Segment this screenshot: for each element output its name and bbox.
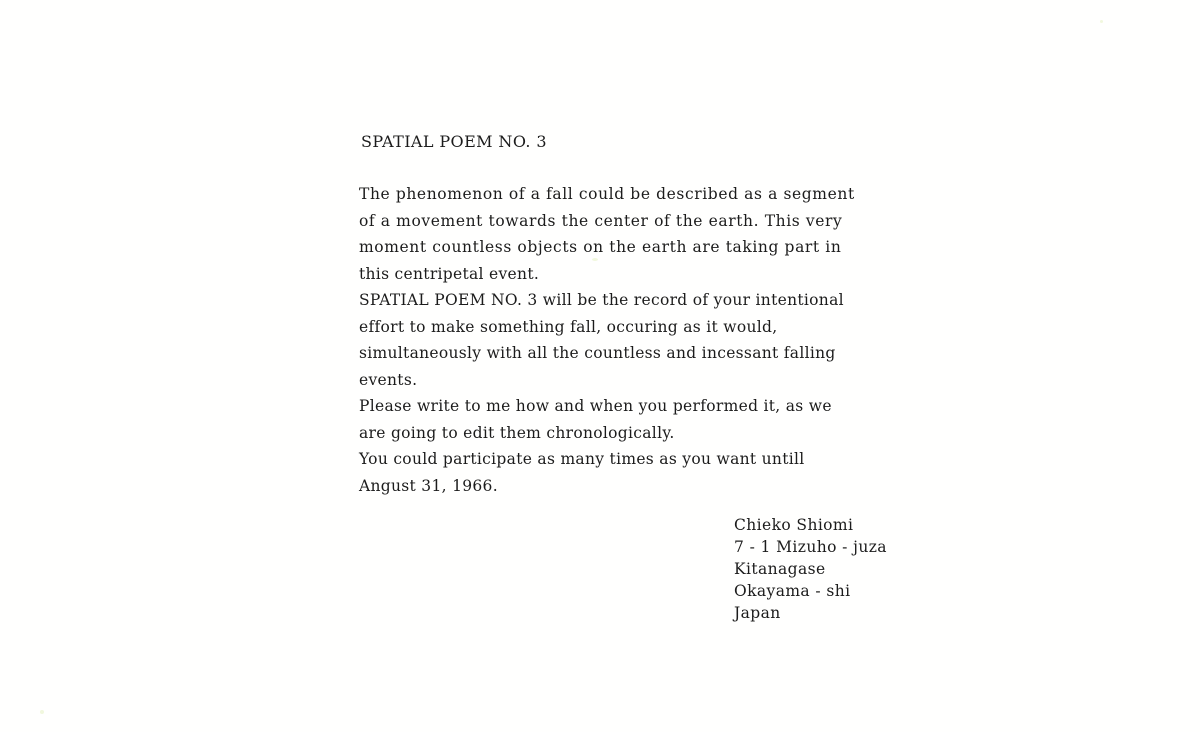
address-city: Okayama - shi: [734, 582, 851, 600]
author-name: Chieko Shiomi: [734, 516, 854, 534]
body-line: simultaneously with all the countless and incessant falling: [359, 344, 836, 362]
poem-body: [359, 181, 919, 499]
poem-title: SPATIAL POEM NO. 3: [361, 132, 547, 151]
body-line: events.: [359, 370, 418, 389]
signature-block: [734, 514, 887, 624]
body-line: of a movement towards the center of the earth. This very: [359, 211, 843, 230]
body-line: Please write to me how and when you performed it, as we: [359, 397, 832, 415]
body-line: this centripetal event.: [359, 264, 540, 283]
body-line: You could participate as many times as you want untill: [359, 450, 805, 468]
body-line: The phenomenon of a fall could be described as a segment: [359, 185, 855, 203]
body-line: are going to edit them chronologically.: [359, 423, 675, 442]
address-line: 7 - 1 Mizuho - juza: [734, 538, 887, 556]
paper-speck: [1100, 20, 1103, 23]
address-line: Kitanagase: [734, 560, 826, 578]
body-line: Angust 31, 1966.: [359, 476, 498, 495]
paper-speck: [40, 710, 44, 714]
body-line: effort to make something fall, occuring as it would,: [359, 317, 778, 336]
body-line: moment countless objects on the earth are taking part in: [359, 238, 842, 256]
address-country: Japan: [734, 604, 781, 622]
body-line: SPATIAL POEM NO. 3 will be the record of your intentional: [359, 291, 844, 309]
